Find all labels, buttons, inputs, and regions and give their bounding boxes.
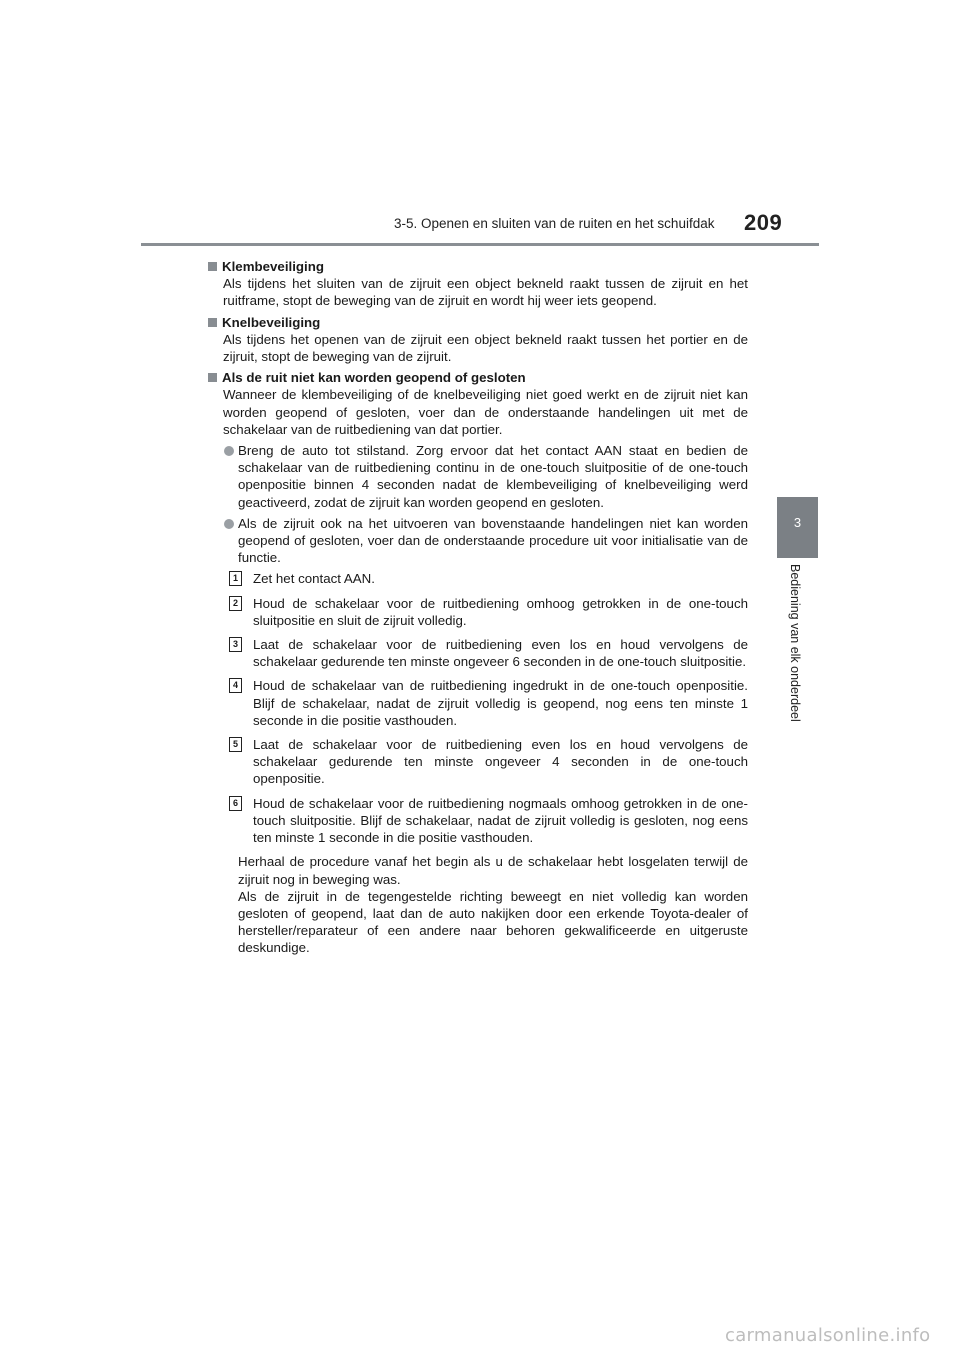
paragraph-ruit-intro: Wanneer de klembeveiliging of de knelbeveiliging niet goed werkt en de zijruit niet kan worden geopend of gesloten, voer dan de onderstaande handelingen uit met de schakelaar van de ruitbediening van dat portier.: [223, 387, 748, 437]
square-bullet-icon: [208, 262, 217, 271]
heading-knelbeveiliging: [208, 314, 748, 331]
step-number-badge: 1: [229, 571, 242, 586]
step-item: [208, 570, 748, 587]
heading-text: Klembeveiliging: [222, 259, 324, 274]
step-number-badge: 6: [229, 796, 242, 811]
section-title: 3-5. Openen en sluiten van de ruiten en het schuifdak: [394, 216, 715, 231]
step-text: Houd de schakelaar voor de ruitbediening omhoog getrokken in de one-touch sluitpositie en sluit de zijruit volledig.: [253, 595, 748, 628]
step-text: Houd de schakelaar van de ruitbediening ingedrukt in de one-touch openpositie. Blijf de schakelaar, nadat de zijruit volledig is geopend, nog eens ten minste 1 seconde in die positie vasthouden.: [253, 678, 748, 728]
step-text: Zet het contact AAN.: [253, 571, 375, 587]
circle-bullet-icon: [224, 446, 234, 456]
main-content: [208, 254, 748, 957]
step-item: [208, 736, 748, 788]
step-item: [208, 636, 748, 670]
closing-paragraph: [208, 853, 748, 956]
step-item: [208, 595, 748, 629]
paragraph-knelbeveiliging: Als tijdens het openen van de zijruit een object bekneld raakt tussen het portier en de zijruit, stopt de beweging van de zijruit.: [223, 331, 748, 365]
bullet-text: Breng de auto tot stilstand. Zorg ervoor dat het contact AAN staat en bedien de schakelaar van de ruitbediening continu in de one-touch sluitpositie of de one-touch openpositie binnen 4 seconden nadat de klembeveiliging of knelbeveiliging werd geactiveerd, zodat de zijruit kan worden geopend en gesloten.: [238, 443, 748, 510]
step-text: Laat de schakelaar voor de ruitbediening even los en houd vervolgens de schakelaar gedurende ten minste ongeveer 6 seconden in de one-touch sluitpositie.: [253, 637, 748, 670]
step-item: [208, 677, 748, 729]
circle-bullet-icon: [224, 519, 234, 529]
paragraph-klembeveiliging: Als tijdens het sluiten van de zijruit een object bekneld raakt tussen de zijruit en het ruitframe, stopt de beweging van de zijruit en wordt hij weer iets geopend.: [223, 276, 748, 309]
heading-klembeveiliging: [208, 258, 748, 275]
step-number-badge: 4: [229, 678, 242, 693]
step-number-badge: 3: [229, 637, 242, 652]
closing-text-dealer: Als de zijruit in de tegengestelde richting beweegt en niet volledig kan worden gesloten of geopend, laat dan de auto nakijken door een erkende Toyota-dealer of hersteller/reparateur of een andere naar behoren gekwalificeerde en uitgeruste deskundige.: [238, 888, 748, 956]
step-item: [208, 795, 748, 847]
step-text: Houd de schakelaar voor de ruitbediening nogmaals omhoog getrokken in de one-touch sluitpositie. Blijf de schakelaar, nadat de zijruit volledig is gesloten, nog eens ten minste 1 seconde in die positie vasthouden.: [253, 795, 748, 846]
bullet-item: [208, 515, 748, 567]
chapter-number: 3: [793, 515, 802, 530]
watermark-text: carmanualsonline.info: [725, 1325, 931, 1346]
closing-text-repeat: Herhaal de procedure vanaf het begin als u de schakelaar hebt losgelaten terwijl de zijruit nog in beweging was.: [238, 854, 748, 887]
step-number-badge: 5: [229, 737, 242, 752]
heading-text: Knelbeveiliging: [222, 314, 321, 330]
heading-text: Als de ruit niet kan worden geopend of gesloten: [222, 370, 526, 386]
square-bullet-icon: [208, 373, 217, 382]
chapter-label: Bediening van elk onderdeel: [788, 564, 802, 722]
heading-ruit-niet-openen: [208, 369, 748, 386]
square-bullet-icon: [208, 318, 217, 327]
step-number-badge: 2: [229, 596, 242, 611]
header-divider: [141, 243, 819, 246]
chapter-tab: [777, 497, 818, 558]
page-number: 209: [744, 210, 783, 235]
bullet-text: Als de zijruit ook na het uitvoeren van bovenstaande handelingen niet kan worden geopend of gesloten, voer dan de onderstaande procedure uit voor initialisatie van de functie.: [238, 515, 748, 566]
page-header: [0, 0, 960, 250]
step-text: Laat de schakelaar voor de ruitbediening even los en houd vervolgens de schakelaar gedurende ten minste ongeveer 4 seconden in de one-touch openpositie.: [253, 737, 748, 787]
bullet-item: [208, 442, 748, 511]
